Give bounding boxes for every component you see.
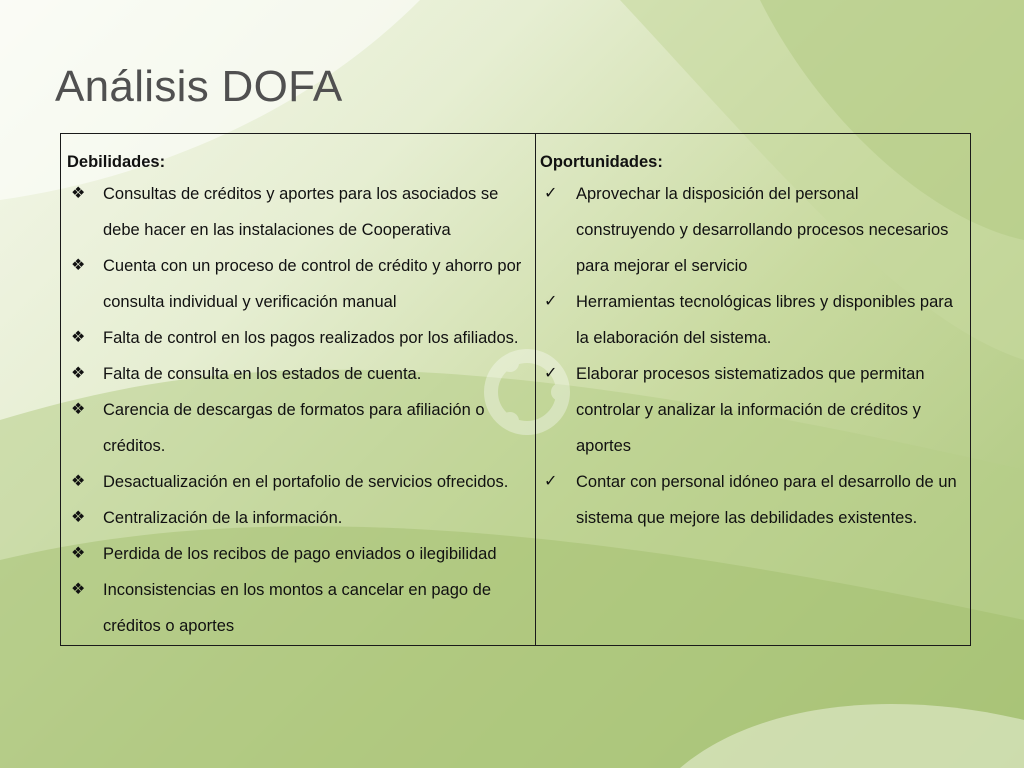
dofa-table	[60, 133, 971, 646]
checkmark-icon: ✓	[544, 365, 558, 382]
diamond-four-icon: ❖	[71, 401, 86, 418]
oportunidad-item-text: Aprovechar la disposición del personal construyendo y desarrollando procesos necesarios para mejorar el servicio	[576, 185, 949, 275]
diamond-four-icon: ❖	[71, 581, 86, 598]
debilidad-item	[67, 464, 525, 500]
debilidad-item	[67, 176, 525, 248]
slide-title: Análisis DOFA	[55, 62, 343, 111]
checkmark-icon: ✓	[544, 473, 558, 490]
diamond-four-icon: ❖	[71, 365, 86, 382]
oportunidad-item-text: Herramientas tecnológicas libres y disponibles para la elaboración del sistema.	[576, 293, 953, 347]
diamond-four-icon: ❖	[71, 257, 86, 274]
debilidad-item	[67, 536, 525, 572]
debilidad-item	[67, 356, 525, 392]
debilidad-item-text: Carencia de descargas de formatos para afiliación o créditos.	[103, 401, 485, 455]
debilidad-item-text: Perdida de los recibos de pago enviados o ilegibilidad	[103, 545, 497, 563]
debilidad-item-text: Falta de consulta en los estados de cuenta.	[103, 365, 422, 383]
diamond-four-icon: ❖	[71, 545, 86, 562]
debilidades-list	[67, 176, 525, 644]
debilidad-item-text: Inconsistencias en los montos a cancelar en pago de créditos o aportes	[103, 581, 491, 635]
diamond-four-icon: ❖	[71, 473, 86, 490]
oportunidad-item	[540, 464, 960, 536]
debilidades-heading: Debilidades:	[67, 153, 166, 171]
debilidad-item-text: Consultas de créditos y aportes para los asociados se debe hacer en las instalaciones de Cooperativa	[103, 185, 499, 239]
oportunidades-heading: Oportunidades:	[540, 153, 663, 171]
oportunidad-item	[540, 284, 960, 356]
diamond-four-icon: ❖	[71, 329, 86, 346]
debilidad-item	[67, 500, 525, 536]
oportunidades-list	[540, 176, 960, 536]
diamond-four-icon: ❖	[71, 185, 86, 202]
oportunidad-item	[540, 176, 960, 284]
debilidad-item-text: Desactualización en el portafolio de servicios ofrecidos.	[103, 473, 509, 491]
debilidad-item	[67, 248, 525, 320]
debilidades-column	[61, 134, 536, 645]
checkmark-icon: ✓	[544, 293, 558, 310]
debilidad-item-text: Falta de control en los pagos realizados por los afiliados.	[103, 329, 519, 347]
debilidad-item	[67, 392, 525, 464]
oportunidad-item	[540, 356, 960, 464]
oportunidad-item-text: Elaborar procesos sistematizados que permitan controlar y analizar la información de créditos y aportes	[576, 365, 925, 455]
oportunidad-item-text: Contar con personal idóneo para el desarrollo de un sistema que mejore las debilidades existentes.	[576, 473, 957, 527]
debilidad-item	[67, 320, 525, 356]
oportunidades-column	[536, 134, 970, 645]
debilidad-item	[67, 572, 525, 644]
checkmark-icon: ✓	[544, 185, 558, 202]
diamond-four-icon: ❖	[71, 509, 86, 526]
debilidad-item-text: Centralización de la información.	[103, 509, 343, 527]
debilidad-item-text: Cuenta con un proceso de control de crédito y ahorro por consulta individual y verificación manual	[103, 257, 522, 311]
